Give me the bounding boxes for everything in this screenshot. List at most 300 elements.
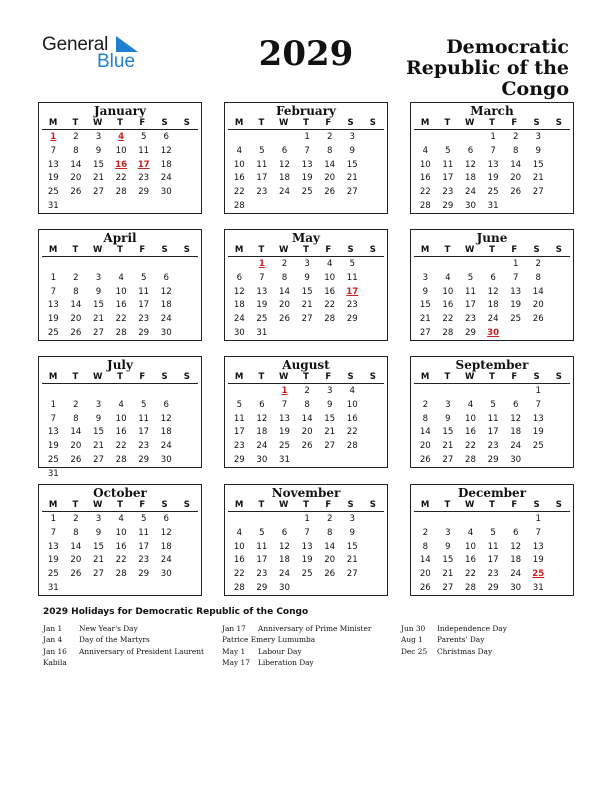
holiday-day-cell: 25 — [532, 569, 545, 580]
day-cell: 10 — [324, 272, 336, 283]
day-cell: 8 — [422, 413, 429, 424]
day-cell: 12 — [487, 286, 499, 297]
days-grid — [42, 385, 198, 482]
day-cell: 6 — [281, 527, 288, 538]
day-cell: 20 — [324, 173, 336, 184]
empty-day-cell — [273, 131, 296, 145]
days-grid — [414, 513, 570, 596]
day-cell: 2 — [281, 259, 288, 269]
holiday-column — [43, 623, 204, 668]
day-cell: 15 — [346, 541, 358, 552]
day-cell: 12 — [160, 527, 172, 538]
holiday-name: Anniversary of President Laurent — [79, 646, 205, 656]
day-cell: 7 — [304, 527, 310, 538]
day-cell: 14 — [70, 300, 82, 311]
weekday-label: T — [489, 118, 495, 128]
day-cell: 27 — [324, 441, 336, 452]
holiday-day-cell: 16 — [115, 159, 128, 170]
day-cell: 13 — [532, 541, 544, 552]
empty-day-cell — [87, 258, 110, 272]
day-cell: 8 — [512, 145, 519, 156]
day-cell: 15 — [93, 427, 104, 438]
weekday-label: W — [93, 118, 103, 128]
day-cell: 5 — [259, 527, 265, 538]
weekday-label: F — [325, 118, 332, 128]
weekday-header — [42, 118, 198, 130]
day-cell: 2 — [304, 386, 310, 396]
day-cell: 24 — [510, 441, 522, 452]
holiday-name-continued: Patrice Emery Lumumba — [222, 635, 316, 645]
day-cell: 23 — [465, 314, 476, 325]
day-cell: 18 — [160, 300, 172, 311]
day-cell: 22 — [465, 441, 476, 452]
holiday-name: Independence Day — [437, 624, 507, 633]
weekday-label: T — [489, 500, 495, 510]
logo-blue-text: Blue — [97, 51, 136, 72]
day-cell: 28 — [115, 187, 127, 198]
day-cell: 19 — [487, 173, 499, 184]
day-cell: 4 — [118, 514, 124, 524]
day-cell: 14 — [279, 286, 290, 297]
day-cell: 28 — [419, 200, 431, 211]
day-cell: 19 — [301, 555, 313, 566]
month-name: February — [275, 104, 336, 118]
country-line: Democratic — [446, 36, 569, 58]
day-cell: 9 — [349, 527, 355, 538]
day-cell: 26 — [70, 327, 82, 338]
day-cell: 12 — [279, 541, 290, 552]
day-cell: 5 — [349, 259, 355, 269]
day-cell: 2 — [73, 399, 79, 410]
day-cell: 14 — [532, 286, 544, 297]
day-cell: 9 — [95, 145, 102, 156]
day-cell: 23 — [256, 187, 268, 198]
day-cell: 19 — [256, 300, 268, 311]
day-cell: 28 — [233, 200, 245, 211]
weekday-label: F — [139, 118, 146, 128]
empty-day-cell — [459, 258, 482, 272]
weekday-label: M — [48, 118, 58, 128]
day-cell: 7 — [304, 145, 310, 156]
day-cell: 21 — [93, 314, 104, 325]
day-cell: 8 — [73, 413, 79, 424]
month-february — [224, 102, 388, 214]
day-cell: 5 — [140, 272, 147, 283]
day-cell: 29 — [465, 327, 476, 338]
month-name: October — [93, 486, 147, 500]
day-cell: 23 — [256, 569, 268, 580]
weekday-label: S — [161, 372, 168, 382]
weekday-label: W — [93, 372, 103, 382]
weekday-label: M — [420, 118, 430, 128]
weekday-label: T — [489, 372, 495, 382]
empty-day-cell — [251, 131, 274, 145]
weekday-label: M — [48, 245, 58, 255]
holiday-date: Jan 1 — [43, 624, 63, 633]
weekday-label: M — [234, 372, 244, 382]
holiday-item — [43, 623, 204, 634]
empty-day-cell — [110, 385, 133, 399]
days-grid — [228, 385, 384, 468]
weekday-label: F — [139, 500, 146, 510]
empty-day-cell — [273, 513, 296, 527]
day-cell: 7 — [535, 399, 541, 410]
day-cell: 4 — [422, 145, 429, 156]
day-cell: 19 — [47, 441, 59, 452]
country-line: Congo — [501, 78, 569, 100]
day-cell: 16 — [442, 300, 454, 311]
day-cell: 21 — [93, 555, 104, 566]
day-cell: 4 — [467, 527, 474, 538]
day-cell: 16 — [115, 300, 127, 311]
day-cell: 4 — [349, 386, 355, 396]
day-cell: 11 — [465, 286, 476, 297]
day-cell: 13 — [47, 159, 59, 170]
day-cell: 23 — [346, 300, 358, 311]
weekday-label: S — [183, 372, 190, 382]
month-name: April — [103, 231, 137, 245]
day-cell: 8 — [73, 145, 79, 156]
day-cell: 23 — [487, 569, 499, 580]
empty-day-cell — [65, 385, 88, 399]
day-cell: 18 — [279, 173, 290, 184]
day-cell: 1 — [50, 514, 57, 524]
weekday-label: T — [489, 245, 495, 255]
day-cell: 12 — [465, 159, 476, 170]
day-cell: 14 — [419, 427, 431, 438]
day-cell: 21 — [93, 173, 104, 184]
day-cell: 3 — [445, 399, 451, 410]
day-cell: 6 — [512, 399, 519, 410]
day-cell: 4 — [445, 272, 451, 283]
day-cell: 29 — [138, 569, 150, 580]
day-cell: 30 — [279, 582, 290, 593]
holiday-day-cell: 4 — [118, 132, 125, 142]
weekday-label: W — [279, 372, 289, 382]
day-cell: 31 — [47, 200, 59, 211]
day-cell: 7 — [50, 413, 57, 424]
days-grid — [414, 385, 570, 468]
day-cell: 7 — [259, 272, 265, 283]
day-cell: 28 — [465, 454, 476, 465]
holiday-name: Labour Day — [258, 646, 302, 656]
day-cell: 6 — [259, 399, 265, 410]
day-cell: 4 — [326, 259, 333, 269]
empty-day-cell — [42, 385, 65, 399]
month-april — [38, 229, 202, 341]
day-cell: 28 — [346, 441, 358, 452]
weekday-label: T — [258, 500, 265, 510]
day-cell: 6 — [163, 272, 169, 283]
day-cell: 2 — [326, 132, 333, 142]
day-cell: 15 — [93, 159, 104, 170]
day-cell: 25 — [47, 454, 59, 465]
day-cell: 24 — [256, 441, 268, 452]
day-cell: 20 — [70, 555, 82, 566]
day-cell: 28 — [324, 314, 336, 325]
weekday-label: T — [117, 245, 123, 255]
day-cell: 3 — [349, 514, 355, 524]
day-cell: 23 — [487, 441, 499, 452]
day-cell: 19 — [47, 314, 59, 325]
holiday-name: Liberation Day — [258, 657, 314, 667]
day-cell: 21 — [419, 314, 431, 325]
empty-day-cell — [459, 131, 482, 145]
weekday-header — [42, 245, 198, 257]
weekday-label: W — [279, 500, 289, 510]
day-cell: 30 — [256, 454, 268, 465]
day-cell: 1 — [512, 259, 519, 269]
day-cell: 8 — [326, 145, 333, 156]
day-cell: 13 — [301, 159, 313, 170]
country-line: Republic of the — [405, 57, 569, 79]
day-cell: 18 — [233, 300, 245, 311]
day-cell: 2 — [512, 132, 519, 142]
weekday-header — [42, 372, 198, 384]
day-cell: 3 — [95, 514, 102, 524]
weekday-label: S — [369, 245, 376, 255]
month-name: March — [470, 104, 514, 118]
holiday-day-cell: 30 — [487, 327, 500, 338]
day-cell: 9 — [326, 399, 333, 410]
day-cell: 29 — [487, 454, 499, 465]
empty-day-cell — [482, 513, 505, 527]
month-name: November — [271, 486, 341, 500]
day-cell: 12 — [256, 413, 268, 424]
day-cell: 22 — [115, 173, 127, 184]
weekday-label: F — [511, 372, 518, 382]
day-cell: 28 — [442, 327, 454, 338]
day-cell: 7 — [50, 286, 57, 297]
weekday-label: F — [139, 245, 146, 255]
day-cell: 16 — [465, 427, 476, 438]
day-cell: 10 — [465, 413, 476, 424]
day-cell: 8 — [535, 272, 541, 283]
day-cell: 9 — [445, 413, 451, 424]
weekday-label: F — [511, 245, 518, 255]
weekday-label: T — [258, 245, 265, 255]
weekday-label: T — [258, 372, 265, 382]
day-cell: 27 — [93, 454, 104, 465]
weekday-label: F — [139, 372, 146, 382]
day-cell: 9 — [304, 272, 310, 283]
weekday-header — [414, 500, 570, 512]
day-cell: 26 — [324, 569, 336, 580]
month-name: May — [291, 231, 321, 245]
empty-day-cell — [414, 385, 437, 399]
weekday-label: S — [347, 118, 354, 128]
empty-day-cell — [504, 513, 527, 527]
day-cell: 23 — [233, 441, 245, 452]
day-cell: 15 — [324, 413, 336, 424]
day-cell: 14 — [70, 159, 82, 170]
day-cell: 6 — [163, 514, 169, 524]
day-cell: 27 — [301, 314, 313, 325]
day-cell: 22 — [346, 427, 358, 438]
month-name: January — [94, 104, 146, 118]
day-cell: 1 — [304, 514, 310, 524]
weekday-label: S — [533, 372, 540, 382]
empty-day-cell — [132, 258, 155, 272]
days-grid — [228, 131, 384, 214]
month-august — [224, 356, 388, 468]
weekday-label: S — [183, 118, 190, 128]
day-cell: 12 — [160, 286, 172, 297]
day-cell: 22 — [115, 441, 127, 452]
weekday-label: S — [555, 118, 562, 128]
day-cell: 13 — [47, 300, 59, 311]
month-march — [410, 102, 574, 214]
weekday-label: T — [303, 500, 309, 510]
holiday-date: May 1 — [222, 646, 246, 656]
day-cell: 25 — [510, 314, 522, 325]
empty-day-cell — [110, 258, 133, 272]
weekday-label: W — [93, 245, 103, 255]
day-cell: 18 — [256, 427, 268, 438]
day-cell: 13 — [47, 541, 59, 552]
day-cell: 23 — [442, 187, 454, 198]
day-cell: 24 — [465, 187, 476, 198]
day-cell: 9 — [535, 145, 541, 156]
weekday-label: S — [555, 245, 562, 255]
day-cell: 27 — [419, 327, 431, 338]
day-cell: 16 — [465, 555, 476, 566]
day-cell: 17 — [233, 427, 245, 438]
day-cell: 7 — [490, 145, 496, 156]
weekday-label: S — [533, 245, 540, 255]
empty-day-cell — [155, 258, 178, 272]
day-cell: 4 — [118, 399, 124, 410]
day-cell: 31 — [532, 582, 544, 593]
day-cell: 24 — [279, 187, 290, 198]
day-cell: 12 — [233, 286, 245, 297]
day-cell: 7 — [512, 272, 519, 283]
weekday-label: S — [161, 245, 168, 255]
day-cell: 27 — [346, 569, 358, 580]
day-cell: 30 — [160, 569, 172, 580]
month-name: December — [457, 486, 527, 500]
days-grid — [228, 513, 384, 596]
day-cell: 2 — [422, 399, 429, 410]
day-cell: 16 — [233, 173, 245, 184]
day-cell: 14 — [70, 427, 82, 438]
weekday-label: S — [347, 500, 354, 510]
empty-day-cell — [437, 258, 460, 272]
day-cell: 5 — [490, 399, 496, 410]
weekday-label: W — [279, 245, 289, 255]
day-cell: 8 — [422, 541, 429, 552]
day-cell: 16 — [324, 286, 336, 297]
day-cell: 28 — [115, 454, 127, 465]
holiday-date: May 17 — [222, 657, 250, 667]
day-cell: 19 — [301, 173, 313, 184]
weekday-label: S — [369, 118, 376, 128]
day-cell: 4 — [236, 527, 243, 538]
day-cell: 14 — [301, 413, 313, 424]
holiday-column — [401, 623, 507, 657]
day-cell: 4 — [467, 399, 474, 410]
empty-day-cell — [155, 385, 178, 399]
holiday-item — [401, 646, 507, 657]
empty-day-cell — [504, 385, 527, 399]
day-cell: 17 — [465, 300, 476, 311]
day-cell: 26 — [279, 314, 290, 325]
weekday-label: F — [325, 245, 332, 255]
day-cell: 31 — [47, 468, 59, 479]
day-cell: 7 — [50, 145, 57, 156]
day-cell: 3 — [95, 132, 102, 142]
day-cell: 17 — [138, 427, 150, 438]
day-cell: 18 — [160, 541, 172, 552]
day-cell: 30 — [465, 200, 476, 211]
day-cell: 25 — [301, 569, 313, 580]
day-cell: 6 — [281, 145, 288, 156]
day-cell: 17 — [487, 555, 499, 566]
days-grid — [42, 131, 198, 214]
empty-day-cell — [459, 513, 482, 527]
day-cell: 19 — [532, 427, 544, 438]
day-cell: 30 — [160, 454, 172, 465]
day-cell: 1 — [50, 272, 57, 283]
day-cell: 29 — [487, 582, 499, 593]
day-cell: 13 — [256, 286, 268, 297]
day-cell: 21 — [442, 569, 454, 580]
day-cell: 24 — [487, 314, 499, 325]
day-cell: 3 — [304, 259, 310, 269]
day-cell: 10 — [233, 159, 245, 170]
day-cell: 22 — [465, 569, 476, 580]
logo-general-text: General — [42, 34, 109, 55]
day-cell: 15 — [346, 159, 358, 170]
weekday-label: S — [533, 118, 540, 128]
day-cell: 12 — [279, 159, 290, 170]
day-cell: 16 — [115, 427, 127, 438]
day-cell: 20 — [419, 569, 431, 580]
day-cell: 8 — [73, 527, 79, 538]
empty-day-cell — [228, 258, 251, 272]
day-cell: 21 — [324, 427, 336, 438]
day-cell: 8 — [73, 286, 79, 297]
day-cell: 17 — [487, 427, 499, 438]
day-cell: 25 — [301, 187, 313, 198]
day-cell: 27 — [93, 569, 104, 580]
day-cell: 21 — [532, 173, 544, 184]
country-name — [389, 37, 569, 100]
weekday-label: M — [234, 500, 244, 510]
empty-day-cell — [228, 131, 251, 145]
day-cell: 25 — [47, 569, 59, 580]
day-cell: 11 — [346, 272, 358, 283]
empty-day-cell — [482, 385, 505, 399]
weekday-label: S — [369, 500, 376, 510]
day-cell: 25 — [487, 187, 499, 198]
day-cell: 26 — [419, 582, 431, 593]
day-cell: 22 — [442, 314, 454, 325]
day-cell: 18 — [465, 173, 476, 184]
day-cell: 19 — [510, 300, 522, 311]
holiday-name: Christmas Day — [437, 646, 493, 656]
day-cell: 20 — [279, 300, 290, 311]
weekday-label: F — [325, 500, 332, 510]
day-cell: 19 — [532, 555, 544, 566]
weekday-label: M — [234, 245, 244, 255]
day-cell: 21 — [346, 173, 358, 184]
day-cell: 17 — [256, 555, 268, 566]
day-cell: 9 — [95, 286, 102, 297]
day-cell: 28 — [233, 582, 245, 593]
holiday-item — [401, 623, 507, 634]
day-cell: 31 — [487, 200, 499, 211]
